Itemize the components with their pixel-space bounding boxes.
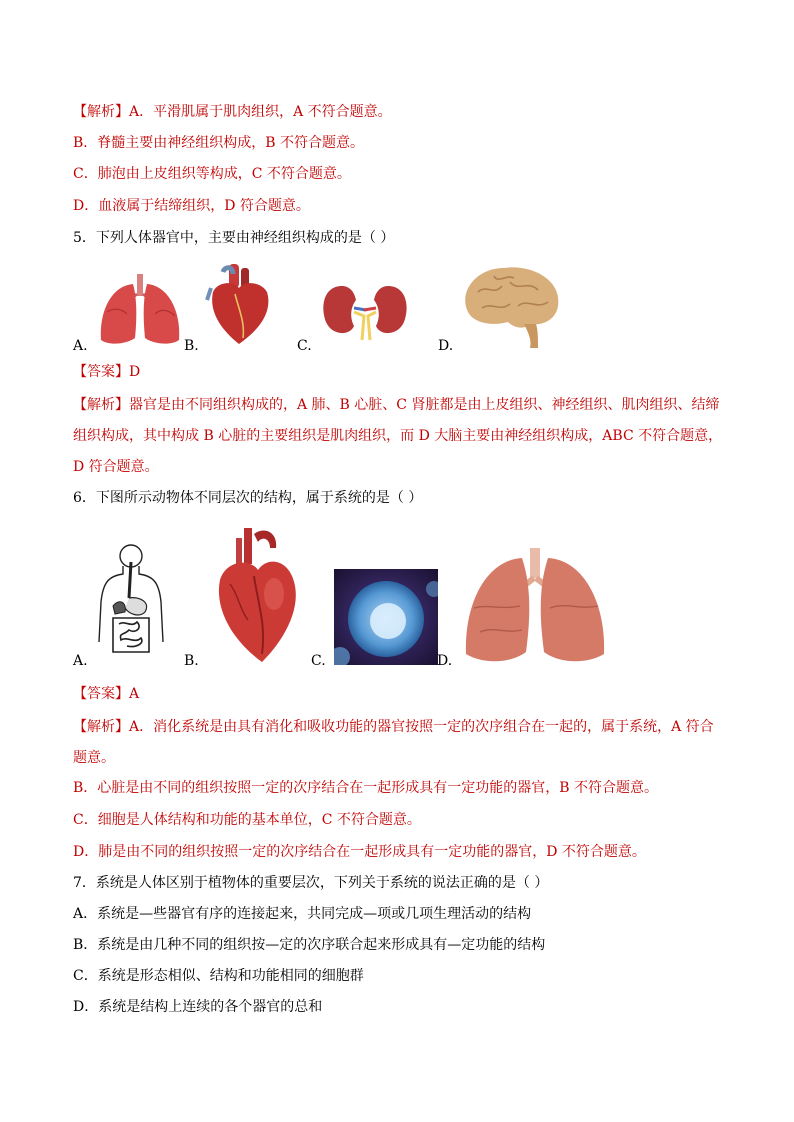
prev-analysis-line-1 bbox=[73, 102, 392, 122]
q5-option-d-label: D. bbox=[438, 338, 454, 354]
lungs-image bbox=[97, 272, 183, 348]
lungs-image-large bbox=[460, 548, 610, 666]
q5-option-a-label: A. bbox=[73, 338, 88, 354]
q7-stem: 7．系统是人体区别于植物体的重要层次，下列关于系统的说法正确的是（ ） bbox=[73, 875, 549, 891]
q6-stem: 6．下图所示动物体不同层次的结构，属于系统的是（ ） bbox=[73, 490, 423, 506]
q6-analysis-c: C．细胞是人体结构和功能的基本单位，C 不符合题意。 bbox=[73, 812, 421, 828]
heart-image bbox=[214, 524, 300, 664]
heart-image-small bbox=[205, 262, 277, 348]
q6-analysis-a: 【解析】A．消化系统是由具有消化和吸收功能的器官按照一定的次序组合在一起的，属于系统，A 符合题意。 bbox=[73, 719, 714, 766]
q7-option-c: C．系统是形态相似、结构和功能相同的细胞群 bbox=[73, 968, 364, 984]
prev-analysis-line-4: D．血液属于结缔组织，D 符合题意。 bbox=[73, 198, 310, 214]
digestive-system-image bbox=[95, 542, 167, 664]
prev-analysis-line-3: C．肺泡由上皮组织等构成，C 不符合题意。 bbox=[73, 166, 351, 182]
q6-option-c-label: C. bbox=[311, 653, 326, 669]
q6-option-a-label: A. bbox=[73, 653, 88, 669]
q6-option-d-label: D. bbox=[437, 653, 453, 669]
kidneys-image bbox=[320, 282, 410, 342]
q5-stem: 5．下列人体器官中，主要由神经组织构成的是（ ） bbox=[73, 230, 395, 246]
prev-analysis-line-2: B．脊髓主要由神经组织构成，B 不符合题意。 bbox=[73, 135, 365, 151]
q7-option-a: A．系统是—些器官有序的连接起来，共同完成—项或几项生理活动的结构 bbox=[73, 906, 532, 922]
brain-image bbox=[458, 262, 564, 348]
q6-answer: 【答案】A bbox=[73, 686, 140, 702]
q5-answer: 【答案】D bbox=[73, 364, 141, 380]
q6-option-b-label: B. bbox=[184, 653, 199, 669]
cell-image bbox=[334, 569, 438, 665]
q6-analysis-d: D．肺是由不同的组织按照一定的次序结合在一起形成具有一定功能的器官，D 不符合题意。 bbox=[73, 844, 646, 860]
q7-option-b: B．系统是由几种不同的组织按—定的次序联合起来形成具有—定功能的结构 bbox=[73, 937, 546, 953]
analysis-text: A．平滑肌属于肌肉组织，A 不符合题意。 bbox=[129, 104, 392, 120]
analysis-tag: 【解析】 bbox=[73, 104, 129, 120]
q7-option-d: D．系统是结构上连续的各个器官的总和 bbox=[73, 999, 323, 1015]
q6-analysis-b: B．心脏是由不同的组织按照一定的次序结合在一起形成具有一定功能的器官，B 不符合题意。 bbox=[73, 780, 659, 796]
q5-option-c-label: C. bbox=[297, 338, 312, 354]
q5-analysis: 【解析】器官是由不同组织构成的，A 肺、B 心脏、C 肾脏都是由上皮组织、神经组织、肌肉组织、结缔组织构成，其中构成 B 心脏的主要组织是肌肉组织，而 D 大脑主要由神经组织构成，ABC 不符合题意，D 符合题意。 bbox=[73, 397, 723, 475]
q5-option-b-label: B. bbox=[184, 338, 199, 354]
